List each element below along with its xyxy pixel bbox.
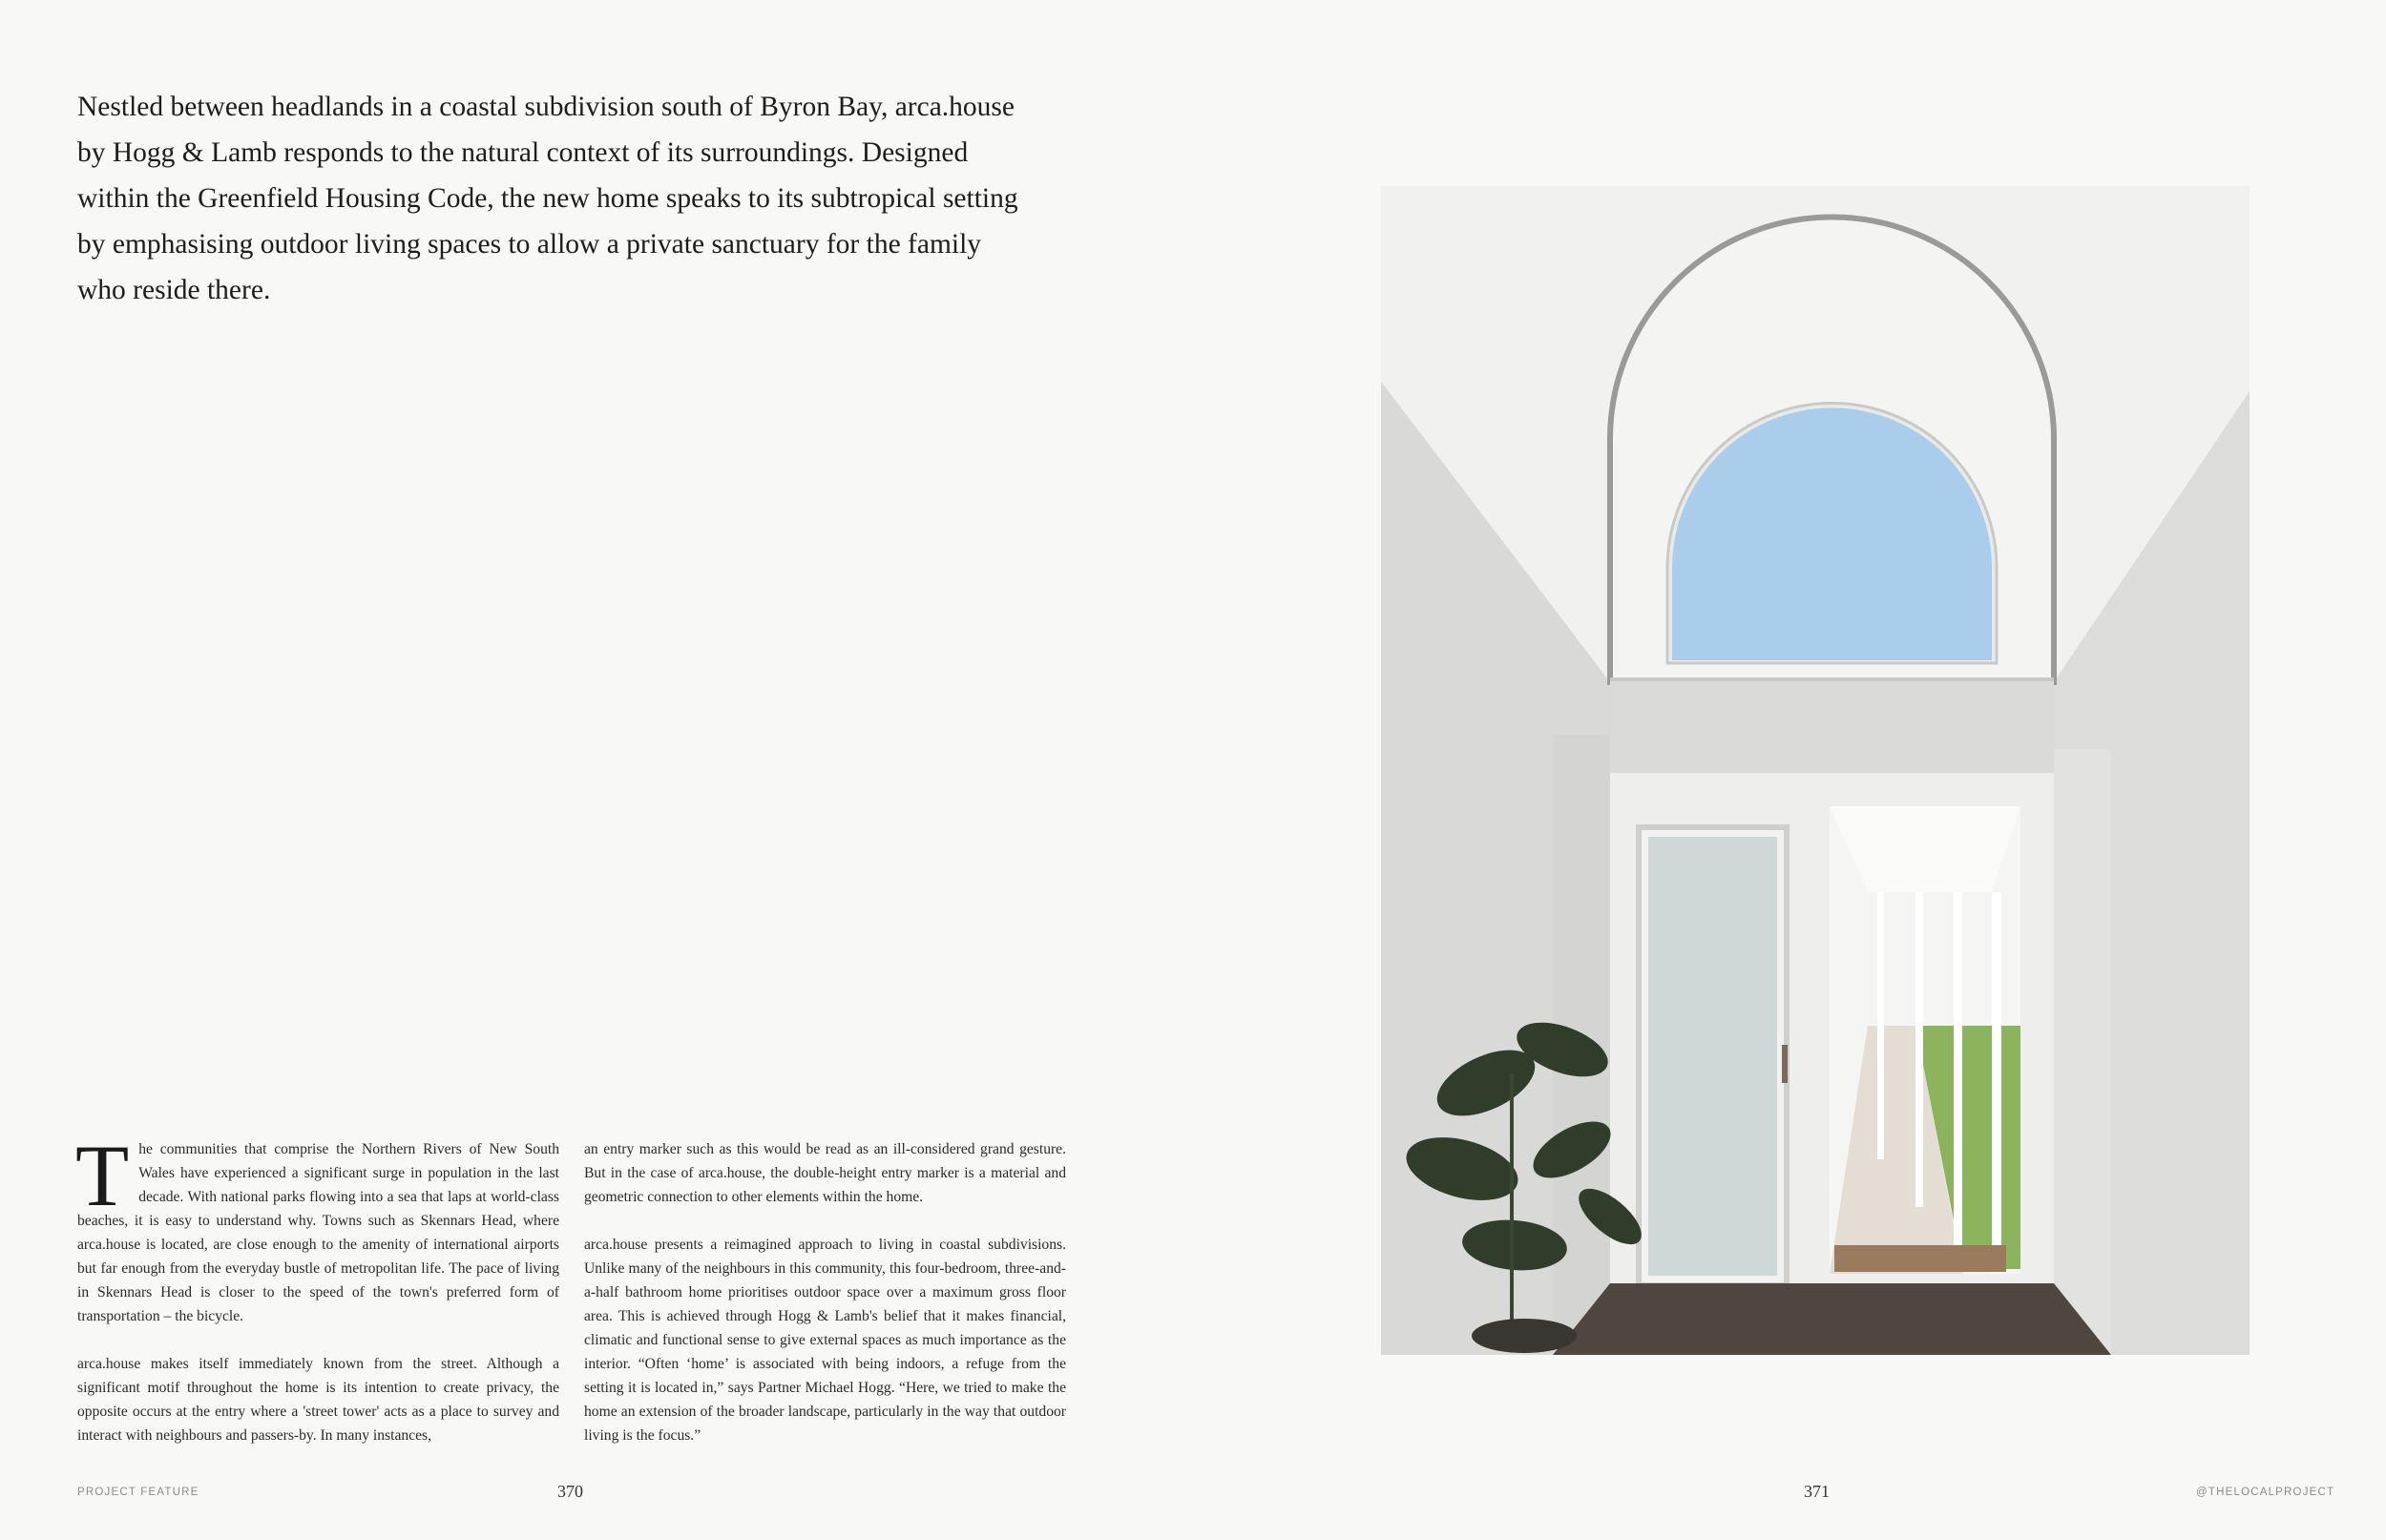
body-paragraph: arca.house makes itself immediately known from the street. Although a significant motif throughout the home is its intention to create privacy, the opposite occurs at the entry where a 'street tower' acts as a place to survey and interact with neighbours and passers-by. In many instances, — [77, 1356, 559, 1444]
page-number-left: 370 — [557, 1482, 583, 1501]
page-number-right: 371 — [1804, 1482, 1830, 1501]
body-paragraph — [75, 1127, 559, 1328]
drop-cap: T — [75, 1127, 130, 1224]
body-column-1 — [75, 1127, 559, 1471]
body-paragraph: arca.house presents a reimagined approach to living in coastal subdivisions. Unlike many of the neighbours in this community, this four-bedroom, three-and-a-half bathroom home prioritises outdoor space over a maximum gross floor area. This is achieved through Hogg & Lamb's belief that it makes financial, climatic and functional sense to give external spaces as much importance as the interior. “Often ‘home’ is associated with being indoors, a refuge from the setting it is located in,” says Partner Michael Hogg. “Here, we tried to make the home an extension of the broader landscape, particularly in the way that outdoor living is the focus.” — [584, 1237, 1066, 1444]
body-column-2 — [584, 1137, 1066, 1471]
publisher-handle: @THELOCALPROJECT — [2196, 1487, 2335, 1498]
body-paragraph: an entry marker such as this would be read as an ill-considered grand gesture. But in the case of arca.house, the double-height entry marker is a material and geometric connection to other elements within the home. — [584, 1141, 1066, 1205]
section-label: PROJECT FEATURE — [77, 1487, 199, 1498]
arched-window-entry-photo — [1381, 186, 2250, 1355]
body-paragraph-text: he communities that comprise the Northern Rivers of New South Wales have experienced a significant surge in population in the last decade. With national parks flowing into a sea that laps at world-class beaches, it is easy to understand why. Towns such as Skennars Head, where arca.house is located, are close enough to the amenity of international airports but far enough from the everyday bustle of metropolitan life. The pace of living in Skennars Head is closer to the speed of the town's preferred form of transportation – the bicycle. — [77, 1141, 559, 1324]
intro-paragraph: Nestled between headlands in a coastal subdivision south of Byron Bay, arca.house by Hogg & Lamb responds to the natural context of its surroundings. Designed within the Greenfield Housing Code, the new home speaks to its subtropical setting by emphasising outdoor living spaces to allow a private sanctuary for the family who reside there. — [77, 92, 1018, 305]
